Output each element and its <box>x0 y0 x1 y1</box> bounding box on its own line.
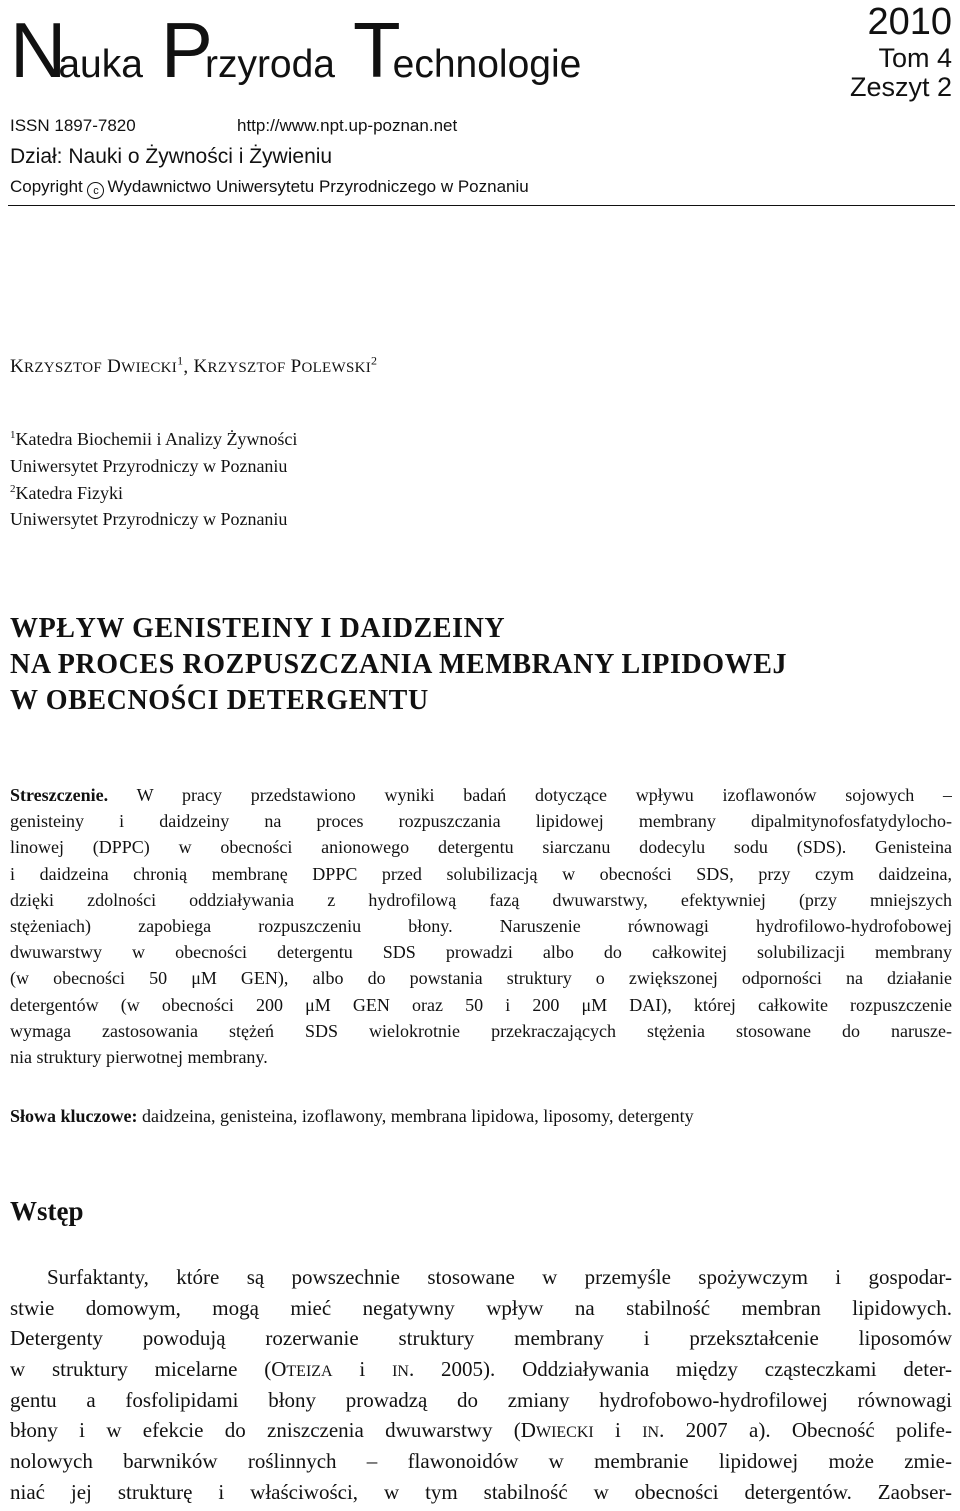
body-text-fragment: i <box>332 1357 393 1382</box>
journal-title-rest: echnologie <box>392 43 582 86</box>
paper-title <box>10 611 787 719</box>
body-text-fragment: niać jej strukturę i właściwości, w tym stabilność w obecności detergentów. Zaobser- <box>10 1479 952 1504</box>
journal-title-word <box>161 0 335 123</box>
abstract-line: genisteiny i daidzeiny na proces rozpuszczania lipidowej membrany dipalmitynofosfatydylocho- <box>10 811 952 832</box>
body-text-fragment: . 2007 a). Obecność polife- <box>659 1418 952 1443</box>
body-line <box>10 1415 952 1446</box>
body-text-fragment: stwie domowym, mogą mieć negatywny wpływ na stabilność membran lipidowych. <box>10 1295 952 1320</box>
author-first-initial: K <box>193 356 208 378</box>
citation-small-caps: IN <box>392 1363 409 1381</box>
author-last-initial: D <box>107 356 122 378</box>
affiliation-number: 1 <box>10 429 16 441</box>
copyright-publisher: Wydawnictwo Uniwersytetu Przyrodniczego w Poznaniu <box>107 177 529 196</box>
issue-number: Zeszyt 2 <box>849 72 952 103</box>
body-text-fragment: i <box>593 1418 643 1443</box>
journal-title-word <box>353 0 581 123</box>
journal-title-rest: rzyroda <box>204 43 335 86</box>
body-line <box>10 1385 952 1416</box>
body-text-fragment: Detergenty powodują rozerwanie struktury membrany i przekształcenie liposomów <box>10 1326 952 1351</box>
body-text-fragment: w struktury micelarne ( <box>10 1357 272 1382</box>
journal-title-initial: T <box>353 6 399 94</box>
affiliation-university: Uniwersytet Przyrodniczy w Poznaniu <box>10 456 288 476</box>
section-heading: Wstęp <box>10 1196 84 1226</box>
abstract-line: wymaga zastosowania stężeń SDS wielokrotnie przekraczających stężenia stosowane do narusze- <box>10 1020 952 1041</box>
abstract-line: linowej (DPPC) w obecności anionowego detergentu siarczanu dodecylu sodu (SDS). Genisteina <box>10 837 952 858</box>
body-line <box>10 1293 952 1324</box>
abstract-line: detergentów (w obecności 200 μM GEN oraz 50 i 200 μM DAI), której całkowite rozpuszczenie <box>10 994 952 1015</box>
volume-number: Tom 4 <box>878 42 952 73</box>
paper-title-line: W OBECNOŚCI DETERGENTU <box>10 685 429 716</box>
journal-title-word <box>10 0 143 123</box>
keywords <box>10 1106 952 1127</box>
body-line <box>10 1354 952 1385</box>
keywords-text: daidzeina, genisteina, izoflawony, membrana lipidowa, liposomy, detergenty <box>137 1106 694 1126</box>
journal-title-initial: P <box>160 6 211 94</box>
affiliation-department <box>10 429 297 450</box>
journal-title-initial: N <box>10 6 65 94</box>
author-affiliation-marker: 2 <box>371 354 378 368</box>
affiliation-number: 2 <box>10 483 16 495</box>
header-divider <box>8 205 955 206</box>
abstract <box>10 782 952 1070</box>
section-body <box>10 1262 952 1508</box>
abstract-line: i daidzeina chronią membranę DPPC przed solubilizacją w obecności SDS, przy czym daidzeina, <box>10 863 952 884</box>
author <box>10 356 183 377</box>
copyright-line <box>10 177 529 199</box>
author-last-initial: P <box>290 356 302 378</box>
author-affiliation-marker: 1 <box>177 354 184 368</box>
journal-title-rest: auka <box>58 43 143 86</box>
citation-small-caps: TEIZA <box>286 1363 333 1381</box>
author-first-rest: RZYSZTOF <box>24 360 103 377</box>
abstract-label: Streszczenie. <box>10 785 109 805</box>
abstract-line: dwuwarstwy w obecności detergentu SDS prowadzi albo do całkowitej solubilizacji membrany <box>10 942 952 963</box>
paper-title-line: WPŁYW GENISTEINY I DAIDZEINY <box>10 613 506 644</box>
affiliation-department <box>10 483 123 504</box>
volume-info <box>850 2 952 103</box>
abstract-line: dzięki zdolności oddziaływania z hydrofilową fazą dwuwarstwy, efektywniej (przy mniejszych <box>10 889 952 910</box>
body-text-fragment: . 2005). Oddziaływania między cząsteczkami deter- <box>408 1357 952 1382</box>
abstract-line <box>10 782 952 808</box>
citation-small-caps: WIECKI <box>535 1424 594 1442</box>
paper-title-line: NA PROCES ROZPUSZCZANIA MEMBRANY LIPIDOWEJ <box>10 649 788 680</box>
authors-line: KRZYSZTOF DWIECKI$^1$, KRZYSZTOF POLEWSKI$^2$ <box>10 354 378 378</box>
body-text-fragment: nolowych barwników roślinnych – flawonoidów w membranie lipidowej może zmie- <box>10 1449 952 1474</box>
body-text-fragment: gentu a fosfolipidami błony prowadzą do zmiany hydrofobowo-hydrofilowej równowagi <box>10 1387 952 1412</box>
author <box>193 356 377 377</box>
affiliation-dept-text: Katedra Fizyki <box>15 483 123 503</box>
body-text-fragment: Surfaktanty, które są powszechnie stosowane w przemyśle spożywczym i gospodar- <box>47 1265 952 1289</box>
body-line <box>10 1262 952 1293</box>
citation-small-caps: IN <box>642 1424 660 1442</box>
copyright-label: Copyright <box>10 177 88 196</box>
body-line <box>10 1477 952 1508</box>
affiliation-university: Uniwersytet Przyrodniczy w Poznaniu <box>10 509 288 529</box>
issn: ISSN 1897-7820 <box>10 116 136 135</box>
journal-url[interactable]: http://www.npt.up-poznan.net <box>237 116 458 135</box>
copyright-icon: c <box>87 182 104 199</box>
publication-year: 2010 <box>867 1 952 43</box>
abstract-line: nia struktury pierwotnej membrany. <box>10 1046 268 1067</box>
author-first-rest: RZYSZTOF <box>207 360 286 377</box>
abstract-text: W pracy przedstawiono wyniki badań dotyczące wpływu izoflawonów sojowych – <box>108 785 952 805</box>
author-first-initial: K <box>10 356 25 378</box>
keywords-label: Słowa kluczowe: <box>10 1106 138 1126</box>
body-line <box>10 1446 952 1477</box>
journal-section: Dział: Nauki o Żywności i Żywieniu <box>10 145 333 168</box>
affiliation-dept-text: Katedra Biochemii i Analizy Żywności <box>15 429 298 449</box>
body-line <box>10 1323 952 1354</box>
abstract-line: stężeniach) zapobiega rozpuszczeniu błony. Naruszenie równowagi hydrofilowo-hydrofobowej <box>10 915 952 936</box>
abstract-line: (w obecności 50 μM GEN), albo do powstania struktury o zwiększonej odporności na działanie <box>10 968 952 989</box>
author-last-rest: OLEWSKI <box>301 360 372 377</box>
body-text-fragment: błony i w efekcie do zniszczenia dwuwarstwy ( <box>10 1418 521 1443</box>
author-last-rest: WIECKI <box>121 360 178 377</box>
body-text-fragment: O <box>271 1357 287 1382</box>
body-text-fragment: D <box>520 1418 536 1443</box>
